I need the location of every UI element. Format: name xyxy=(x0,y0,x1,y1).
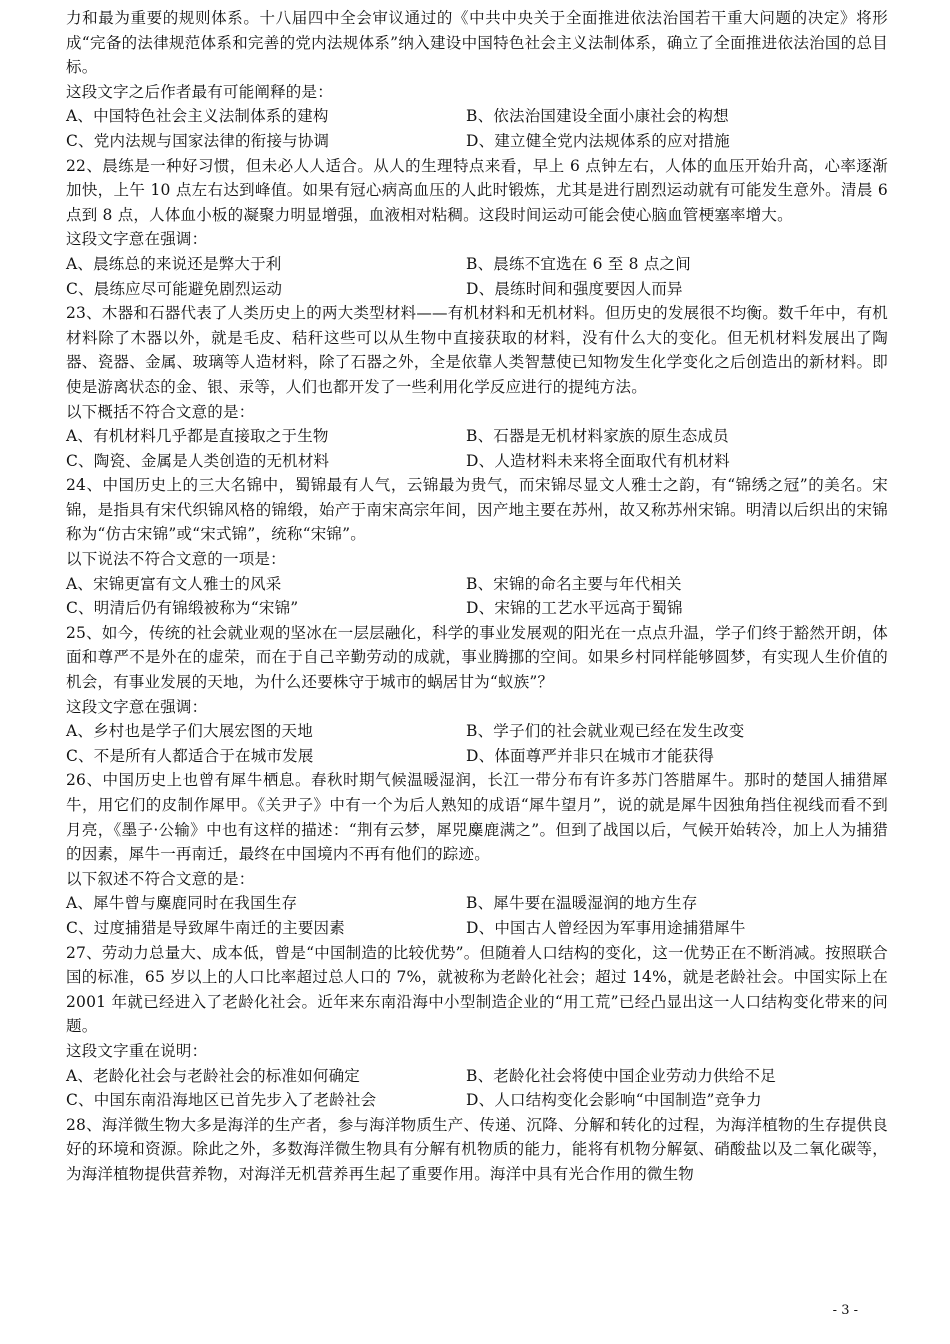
option-a: A、乡村也是学子们大展宏图的天地 xyxy=(66,722,313,741)
question-24-prompt: 以下说法不符合文意的一项是： xyxy=(66,550,286,569)
question-22-text: 22、晨练是一种好习惯，但未必人人适合。从人的生理特点来看，早上 6 点钟左右，人体的血压开始升高，心率逐渐加快，上午 10 点左右达到峰值。如果有冠心病高血压的人此时锻炼，尤其是进行剧烈运动就有可能发生意外。清晨 6 点到 8 点，人体血小板的凝聚力明显增强，血液相对粘稠。这段时间运动可能会使心脑血管梗塞率增大。 xyxy=(66,156,888,224)
option-b: B、晨练不宜选在 6 至 8 点之间 xyxy=(466,254,691,273)
intro-options xyxy=(66,104,888,153)
option-c: C、晨练应尽可能避免剧烈运动 xyxy=(66,279,283,298)
question-22-prompt: 这段文字意在强调： xyxy=(66,230,208,249)
question-24-options xyxy=(66,572,888,621)
option-d: D、体面尊严并非只在城市才能获得 xyxy=(466,746,715,765)
intro-paragraph: 力和最为重要的规则体系。十八届四中全会审议通过的《中共中央关于全面推进依法治国若干重大问题的决定》将形成“完备的法律规范体系和完善的党内法规体系”纳入建设中国特色社会主义法制体系，确立了全面推进依法治国的总目标。 xyxy=(66,9,888,77)
intro-question: 这段文字之后作者最有可能阐释的是： xyxy=(66,82,333,101)
question-28-text: 28、海洋微生物大多是海洋的生产者，参与海洋物质生产、传递、沉降、分解和转化的过程，为海洋植物的生存提供良好的环境和资源。除此之外，多数海洋微生物具有分解有机物质的能力，能将有机物分解氨、硝酸盐以及二氧化碳等，为海洋植物提供营养物，对海洋无机营养再生起了重要作用。海洋中具有光合作用的微生物 xyxy=(66,1115,888,1183)
option-a: A、犀牛曾与麋鹿同时在我国生存 xyxy=(66,894,298,913)
option-b: B、老龄化社会将使中国企业劳动力供给不足 xyxy=(466,1066,776,1085)
option-c: C、党内法规与国家法律的衔接与协调 xyxy=(66,131,330,150)
option-d: D、建立健全党内法规体系的应对措施 xyxy=(466,131,730,150)
question-24-text: 24、中国历史上的三大名锦中，蜀锦最有人气，云锦最为贵气，而宋锦尽显文人雅士之韵，有“锦绣之冠”的美名。宋锦，是指具有宋代织锦风格的锦缎，始产于南宋高宗年间，因产地主要在苏州，故又称苏州宋锦。明清以后织出的宋锦称为“仿古宋锦”或“宋式锦”，统称“宋锦”。 xyxy=(66,476,888,544)
option-a: A、晨练总的来说还是弊大于利 xyxy=(66,254,282,273)
question-25-text: 25、如今，传统的社会就业观的坚冰在一层层融化，科学的事业发展观的阳光在一点点升温，学子们终于豁然开朗，体面和尊严不是外在的虚荣，而在于自己辛勤劳动的成就，事业腾挪的空间。如果乡村同样能够圆梦，有实现人生价值的机会，有事业发展的天地，为什么还要株守于城市的蜗居甘为“蚁族”？ xyxy=(66,623,888,692)
option-a: A、有机材料几乎都是直接取之于生物 xyxy=(66,427,329,446)
option-b: B、石器是无机材料家族的原生态成员 xyxy=(466,427,729,446)
question-26-options xyxy=(66,891,888,940)
question-23-prompt: 以下概括不符合文意的是： xyxy=(66,402,255,421)
question-27-text: 27、劳动力总量大、成本低，曾是“中国制造的比较优势”。但随着人口结构的变化，这一优势正在不断消减。按照联合国的标准，65 岁以上的人口比率超过总人口的 7%，就被称为老龄化社会；超过 14%，就是老龄社会。中国实际上在 2001 年就已经进入了老龄化社会。近年来东南沿海中小型制造企业的“用工荒”已经凸显出这一人口结构变化带来的问题。 xyxy=(66,943,888,1036)
option-d: D、晨练时间和强度要因人而异 xyxy=(466,279,683,298)
option-b: B、学子们的社会就业观已经在发生改变 xyxy=(466,722,745,741)
question-26-prompt: 以下叙述不符合文意的是： xyxy=(66,869,255,888)
question-23-text: 23、木器和石器代表了人类历史上的两大类型材料——有机材料和无机材料。但历史的发展很不均衡。数千年中，有机材料除了木器以外，就是毛皮、秸秆这些可以从生物中直接获取的材料，没有什么大的变化。但无机材料发展出了陶器、瓷器、金属、玻璃等人造材料，除了石器之外，全是依靠人类智慧使已知物发生化学变化之后创造出的新材料。即使是游离状态的金、银、汞等，人们也都开发了一些利用化学反应进行的提纯方法。 xyxy=(66,304,888,396)
option-c: C、中国东南沿海地区已首先步入了老龄社会 xyxy=(66,1091,377,1110)
question-27-prompt: 这段文字重在说明： xyxy=(66,1041,208,1060)
question-26-text: 26、中国历史上也曾有犀牛栖息。春秋时期气候温暖湿润，长江一带分布有许多苏门答腊犀牛。那时的楚国人捕猎犀牛，用它们的皮制作犀甲。《关尹子》中有一个为后人熟知的成语“犀牛望月”，说的就是犀牛因独角挡住视线而看不到月亮，《墨子·公输》中也有这样的描述：“荆有云梦，犀兕麋鹿满之”。但到了战国以后，气候开始转冷，加上人为捕猎的因素，犀牛一再南迁，最终在中国境内不再有他们的踪迹。 xyxy=(66,771,888,864)
option-b: B、宋锦的命名主要与年代相关 xyxy=(466,574,682,593)
document-page xyxy=(66,6,888,1187)
option-a: A、宋锦更富有文人雅士的风采 xyxy=(66,574,282,593)
option-c: C、过度捕猎是导致犀牛南迁的主要因素 xyxy=(66,918,345,937)
option-d: D、人口结构变化会影响“中国制造”竞争力 xyxy=(466,1091,762,1110)
question-27-options xyxy=(66,1064,888,1113)
question-22-options xyxy=(66,252,888,301)
option-d: D、人造材料未来将全面取代有机材料 xyxy=(466,451,730,470)
option-a: A、中国特色社会主义法制体系的建构 xyxy=(66,107,329,126)
question-25-prompt: 这段文字意在强调： xyxy=(66,697,208,716)
option-d: D、宋锦的工艺水平远高于蜀锦 xyxy=(466,599,683,618)
option-c: C、陶瓷、金属是人类创造的无机材料 xyxy=(66,451,330,470)
page-number: - 3 - xyxy=(832,1303,858,1318)
option-a: A、老龄化社会与老龄社会的标准如何确定 xyxy=(66,1066,360,1085)
option-d: D、中国古人曾经因为军事用途捕猎犀牛 xyxy=(466,918,746,937)
question-25-options xyxy=(66,719,888,768)
option-b: B、犀牛要在温暖湿润的地方生存 xyxy=(466,894,698,913)
option-c: C、明清后仍有锦缎被称为“宋锦” xyxy=(66,599,299,618)
question-23-options xyxy=(66,424,888,473)
option-c: C、不是所有人都适合于在城市发展 xyxy=(66,746,314,765)
option-b: B、依法治国建设全面小康社会的构想 xyxy=(466,107,729,126)
